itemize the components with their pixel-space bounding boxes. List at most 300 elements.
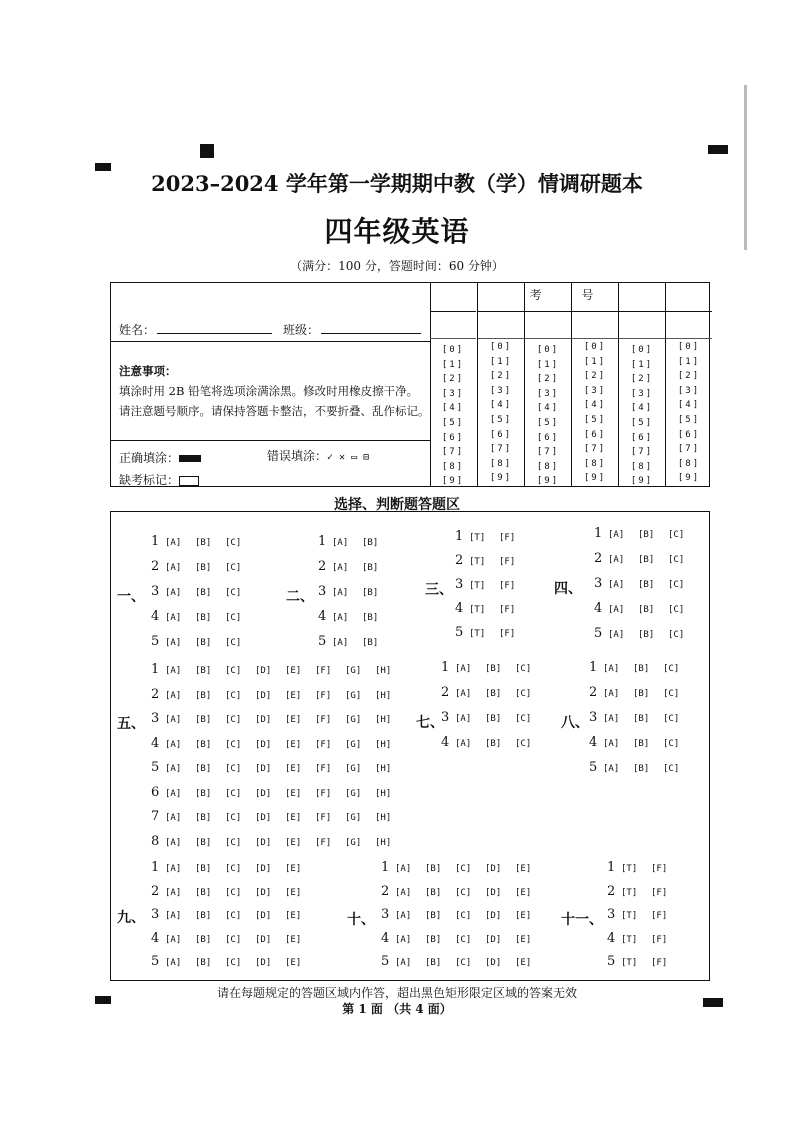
answer-bubble[interactable]: [D]: [255, 788, 272, 799]
answer-bubble[interactable]: [B]: [425, 958, 442, 968]
exam-number-bubble[interactable]: [0]: [630, 345, 654, 355]
answer-bubble[interactable]: [D]: [255, 715, 272, 725]
question-number: 4: [381, 930, 390, 946]
exam-number-bubble[interactable]: [2]: [489, 371, 513, 382]
answer-area: [110, 511, 710, 981]
answer-bubble[interactable]: [A]: [165, 563, 182, 573]
answer-bubble[interactable]: [C]: [225, 613, 242, 623]
answer-bubble[interactable]: [F]: [499, 605, 516, 615]
answer-bubble[interactable]: [A]: [165, 613, 182, 623]
answer-bubble[interactable]: [C]: [225, 864, 242, 874]
answer-bubble[interactable]: [B]: [195, 538, 212, 548]
answer-bubble[interactable]: [A]: [165, 538, 182, 548]
exam-number-bubble[interactable]: [4]: [441, 403, 465, 414]
answer-bubble[interactable]: [B]: [195, 588, 212, 598]
exam-number-bubble[interactable]: [7]: [630, 447, 654, 458]
answer-bubble[interactable]: [A]: [608, 630, 625, 640]
answer-bubble[interactable]: [T]: [621, 934, 638, 945]
answer-bubble[interactable]: [G]: [345, 739, 362, 750]
question-row: [607, 907, 681, 922]
answer-bubble[interactable]: [A]: [395, 887, 412, 898]
exam-number-bubble[interactable]: [5]: [630, 418, 654, 428]
answer-bubble[interactable]: [H]: [375, 813, 392, 823]
answer-bubble[interactable]: [D]: [255, 934, 272, 945]
question-number: 3: [441, 710, 450, 725]
answer-bubble[interactable]: [D]: [255, 690, 272, 701]
question-row: [151, 711, 405, 726]
exam-number-bubble[interactable]: [4]: [583, 400, 607, 411]
answer-bubble[interactable]: [B]: [195, 788, 212, 799]
answer-bubble[interactable]: [T]: [469, 533, 486, 543]
exam-number-bubble[interactable]: [3]: [489, 385, 513, 396]
answer-bubble[interactable]: [G]: [345, 715, 362, 725]
answer-bubble[interactable]: [B]: [362, 588, 379, 598]
exam-number-column: [665, 283, 712, 486]
exam-number-write-box[interactable]: [478, 311, 524, 338]
answer-bubble[interactable]: [A]: [332, 588, 349, 598]
answer-bubble[interactable]: [D]: [255, 958, 272, 968]
answer-bubble[interactable]: [A]: [395, 958, 412, 968]
answer-bubble[interactable]: [B]: [195, 563, 212, 573]
exam-number-bubble[interactable]: [4]: [489, 400, 513, 411]
answer-bubble[interactable]: [F]: [315, 690, 332, 701]
question-row: [441, 685, 545, 700]
answer-bubble[interactable]: [A]: [165, 813, 182, 823]
answer-bubble[interactable]: [B]: [195, 958, 212, 968]
exam-number-write-box[interactable]: [619, 311, 665, 338]
answer-bubble[interactable]: [A]: [165, 764, 182, 774]
answer-bubble[interactable]: [E]: [285, 837, 302, 848]
answer-bubble[interactable]: [E]: [515, 934, 532, 945]
answer-bubble[interactable]: [A]: [608, 580, 625, 590]
question-row: [151, 907, 315, 922]
question-number: 4: [607, 930, 616, 946]
answer-bubble[interactable]: [C]: [515, 739, 532, 749]
question-number: 5: [151, 634, 160, 649]
question-number: 5: [455, 625, 464, 640]
answer-bubble[interactable]: [D]: [485, 887, 502, 898]
question-number: 4: [151, 735, 160, 751]
answer-bubble[interactable]: [A]: [165, 837, 182, 848]
answer-bubble[interactable]: [F]: [499, 629, 516, 639]
answer-bubble[interactable]: [E]: [285, 715, 302, 725]
exam-number-bubble[interactable]: [3]: [441, 388, 465, 399]
answer-bubble[interactable]: [E]: [285, 934, 302, 945]
question-row: [151, 559, 255, 574]
answer-bubble[interactable]: [A]: [603, 739, 620, 749]
exam-number-bubble[interactable]: [3]: [536, 388, 560, 399]
answer-bubble[interactable]: [F]: [315, 666, 332, 676]
answer-bubble[interactable]: [A]: [165, 788, 182, 799]
answer-bubble[interactable]: [D]: [255, 739, 272, 750]
answer-bubble[interactable]: [G]: [345, 837, 362, 848]
question-row: [455, 529, 529, 544]
answer-bubble[interactable]: [E]: [285, 666, 302, 676]
answer-bubble[interactable]: [C]: [225, 588, 242, 598]
answer-bubble[interactable]: [B]: [633, 714, 650, 724]
answer-bubble[interactable]: [A]: [165, 588, 182, 598]
exam-number-bubble[interactable]: [6]: [677, 429, 701, 440]
exam-number-bubble[interactable]: [1]: [630, 359, 654, 370]
answer-bubble[interactable]: [B]: [425, 887, 442, 898]
answer-bubble[interactable]: [B]: [195, 864, 212, 874]
answer-bubble[interactable]: [C]: [225, 934, 242, 945]
answer-bubble[interactable]: [C]: [668, 555, 685, 565]
answer-bubble[interactable]: [A]: [455, 739, 472, 749]
exam-number-bubble[interactable]: [9]: [630, 476, 654, 487]
answer-bubble[interactable]: [A]: [332, 638, 349, 648]
answer-bubble[interactable]: [F]: [315, 788, 332, 799]
answer-bubble[interactable]: [B]: [195, 887, 212, 898]
answer-bubble[interactable]: [A]: [395, 911, 412, 921]
answer-bubble[interactable]: [B]: [638, 605, 655, 615]
exam-number-bubble[interactable]: [8]: [630, 461, 654, 472]
answer-bubble[interactable]: [B]: [638, 630, 655, 640]
exam-number-bubble[interactable]: [2]: [677, 371, 701, 382]
question-number: 3: [594, 576, 603, 591]
answer-bubble[interactable]: [E]: [285, 911, 302, 921]
exam-number-bubble[interactable]: [5]: [677, 415, 701, 425]
answer-bubble[interactable]: [C]: [515, 714, 532, 724]
question-row: [589, 760, 693, 775]
answer-bubble[interactable]: [F]: [315, 715, 332, 725]
answer-bubble[interactable]: [H]: [375, 715, 392, 725]
answer-bubble[interactable]: [C]: [663, 764, 680, 774]
answer-bubble[interactable]: [E]: [285, 813, 302, 823]
answer-bubble[interactable]: [A]: [165, 911, 182, 921]
exam-number-bubble[interactable]: [9]: [677, 473, 701, 484]
answer-bubble[interactable]: [A]: [603, 664, 620, 674]
answer-bubble[interactable]: [C]: [455, 958, 472, 968]
answer-bubble[interactable]: [F]: [651, 958, 668, 968]
exam-number-bubble[interactable]: [9]: [489, 473, 513, 484]
answer-bubble[interactable]: [E]: [285, 690, 302, 701]
exam-number-write-box[interactable]: [430, 311, 476, 338]
answer-bubble[interactable]: [G]: [345, 788, 362, 799]
answer-bubble[interactable]: [B]: [638, 580, 655, 590]
answer-bubble[interactable]: [B]: [485, 714, 502, 724]
exam-number-bubble[interactable]: [2]: [441, 374, 465, 385]
answer-bubble[interactable]: [C]: [663, 689, 680, 699]
answer-bubble[interactable]: [T]: [621, 911, 638, 921]
answer-bubble[interactable]: [C]: [668, 530, 685, 540]
answer-bubble[interactable]: [T]: [469, 557, 486, 567]
answer-bubble[interactable]: [F]: [499, 533, 516, 543]
answer-bubble[interactable]: [E]: [285, 739, 302, 750]
question-number: 3: [381, 907, 390, 922]
answer-bubble[interactable]: [B]: [485, 689, 502, 699]
answer-bubble[interactable]: [C]: [225, 739, 242, 750]
answer-bubble[interactable]: [B]: [425, 934, 442, 945]
exam-number-bubble[interactable]: [0]: [583, 342, 607, 352]
answer-bubble[interactable]: [B]: [195, 666, 212, 676]
answer-bubble[interactable]: [E]: [515, 887, 532, 898]
answer-bubble[interactable]: [B]: [195, 837, 212, 848]
answer-bubble[interactable]: [F]: [315, 739, 332, 750]
answer-bubble[interactable]: [A]: [332, 563, 349, 573]
answer-bubble[interactable]: [B]: [633, 764, 650, 774]
exam-number-bubble[interactable]: [7]: [489, 444, 513, 455]
exam-number-bubble[interactable]: [5]: [441, 418, 465, 428]
answer-bubble[interactable]: [C]: [225, 690, 242, 701]
answer-bubble[interactable]: [B]: [485, 739, 502, 749]
answer-bubble[interactable]: [B]: [425, 911, 442, 921]
exam-number-bubble[interactable]: [8]: [536, 461, 560, 472]
answer-bubble[interactable]: [C]: [663, 739, 680, 749]
answer-bubble[interactable]: [C]: [225, 788, 242, 799]
answer-bubble[interactable]: [B]: [195, 739, 212, 750]
exam-number-bubble[interactable]: [7]: [441, 447, 465, 458]
answer-bubble[interactable]: [D]: [255, 813, 272, 823]
answer-bubble[interactable]: [A]: [395, 934, 412, 945]
answer-bubble[interactable]: [B]: [195, 813, 212, 823]
answer-bubble[interactable]: [F]: [315, 837, 332, 848]
answer-bubble[interactable]: [A]: [455, 664, 472, 674]
answer-bubble[interactable]: [E]: [515, 958, 532, 968]
answer-bubble[interactable]: [A]: [165, 958, 182, 968]
answer-bubble[interactable]: [G]: [345, 813, 362, 823]
exam-number-bubble[interactable]: [9]: [583, 473, 607, 484]
answer-bubble[interactable]: [C]: [668, 605, 685, 615]
answer-bubble[interactable]: [B]: [638, 555, 655, 565]
answer-bubble[interactable]: [C]: [515, 689, 532, 699]
exam-number-bubble[interactable]: [5]: [489, 415, 513, 425]
answer-bubble[interactable]: [A]: [165, 715, 182, 725]
exam-number-bubble[interactable]: [0]: [536, 345, 560, 355]
answer-bubble[interactable]: [D]: [255, 764, 272, 774]
exam-number-bubble[interactable]: [0]: [677, 342, 701, 352]
answer-bubble[interactable]: [A]: [165, 887, 182, 898]
answer-bubble[interactable]: [H]: [375, 764, 392, 774]
answer-bubble[interactable]: [C]: [668, 630, 685, 640]
answer-bubble[interactable]: [T]: [469, 629, 486, 639]
exam-number-bubble[interactable]: [2]: [583, 371, 607, 382]
answer-bubble[interactable]: [B]: [195, 934, 212, 945]
answer-bubble[interactable]: [B]: [633, 664, 650, 674]
answer-bubble[interactable]: [A]: [603, 764, 620, 774]
answer-bubble[interactable]: [B]: [362, 638, 379, 648]
answer-bubble[interactable]: [A]: [608, 555, 625, 565]
answer-bubble[interactable]: [A]: [165, 934, 182, 945]
exam-number-bubble[interactable]: [7]: [536, 447, 560, 458]
answer-bubble[interactable]: [C]: [225, 958, 242, 968]
answer-bubble[interactable]: [C]: [225, 715, 242, 725]
answer-bubble[interactable]: [T]: [621, 887, 638, 898]
exam-number-bubble[interactable]: [0]: [441, 345, 465, 355]
answer-bubble[interactable]: [T]: [621, 958, 638, 968]
answer-bubble[interactable]: [C]: [455, 934, 472, 945]
answer-bubble[interactable]: [C]: [663, 714, 680, 724]
answer-bubble[interactable]: [E]: [285, 764, 302, 774]
answer-bubble[interactable]: [B]: [485, 664, 502, 674]
exam-number-bubble[interactable]: [9]: [441, 476, 465, 487]
exam-number-bubble[interactable]: [1]: [489, 356, 513, 367]
exam-number-bubble[interactable]: [7]: [677, 444, 701, 455]
answer-bubble[interactable]: [C]: [225, 563, 242, 573]
exam-number-bubble[interactable]: [8]: [441, 461, 465, 472]
answer-bubble[interactable]: [F]: [651, 934, 668, 945]
exam-number-bubble[interactable]: [1]: [677, 356, 701, 367]
answer-bubble[interactable]: [C]: [225, 666, 242, 676]
exam-number-write-box[interactable]: [666, 311, 712, 338]
answer-bubble[interactable]: [C]: [225, 538, 242, 548]
exam-number-bubble[interactable]: [3]: [677, 385, 701, 396]
question-number: 1: [318, 534, 327, 549]
answer-bubble[interactable]: [A]: [603, 689, 620, 699]
exam-number-bubble[interactable]: [1]: [441, 359, 465, 370]
exam-number-bubble[interactable]: [2]: [630, 374, 654, 385]
answer-bubble[interactable]: [F]: [499, 557, 516, 567]
exam-number-bubble[interactable]: [6]: [489, 429, 513, 440]
answer-bubble[interactable]: [B]: [638, 530, 655, 540]
question-number: 3: [455, 577, 464, 592]
exam-number-bubble[interactable]: [3]: [630, 388, 654, 399]
answer-bubble[interactable]: [F]: [651, 887, 668, 898]
answer-bubble[interactable]: [H]: [375, 690, 392, 701]
answer-bubble[interactable]: [H]: [375, 666, 392, 676]
exam-number-bubble[interactable]: [2]: [536, 374, 560, 385]
answer-bubble[interactable]: [A]: [165, 739, 182, 750]
answer-bubble[interactable]: [B]: [362, 538, 379, 548]
answer-bubble[interactable]: [A]: [165, 690, 182, 701]
answer-bubble[interactable]: [T]: [469, 605, 486, 615]
answer-bubble[interactable]: [D]: [255, 864, 272, 874]
answer-bubble[interactable]: [B]: [633, 739, 650, 749]
answer-bubble[interactable]: [C]: [225, 813, 242, 823]
answer-bubble[interactable]: [B]: [195, 638, 212, 648]
answer-bubble[interactable]: [A]: [165, 666, 182, 676]
answer-bubble[interactable]: [F]: [315, 813, 332, 823]
answer-bubble[interactable]: [C]: [225, 764, 242, 774]
answer-bubble[interactable]: [C]: [668, 580, 685, 590]
answer-bubble[interactable]: [B]: [633, 689, 650, 699]
answer-bubble[interactable]: [F]: [499, 581, 516, 591]
answer-bubble[interactable]: [B]: [362, 563, 379, 573]
answer-bubble[interactable]: [E]: [285, 788, 302, 799]
exam-number-bubble[interactable]: [8]: [677, 458, 701, 469]
exam-number-bubble[interactable]: [6]: [536, 432, 560, 443]
answer-bubble[interactable]: [A]: [165, 638, 182, 648]
answer-bubble[interactable]: [D]: [255, 887, 272, 898]
exam-number-write-box[interactable]: [525, 311, 571, 338]
exam-number-bubble[interactable]: [1]: [583, 356, 607, 367]
answer-bubble[interactable]: [B]: [195, 764, 212, 774]
answer-bubble[interactable]: [E]: [285, 887, 302, 898]
exam-title: 2023–2024 学年第一学期期中教（学）情调研题本: [151, 171, 643, 196]
exam-number-bubble[interactable]: [3]: [583, 385, 607, 396]
question-row: [607, 931, 681, 946]
answer-bubble[interactable]: [A]: [455, 714, 472, 724]
answer-bubble[interactable]: [G]: [345, 690, 362, 701]
answer-bubble[interactable]: [D]: [255, 911, 272, 921]
answer-bubble[interactable]: [G]: [345, 666, 362, 676]
answer-bubble[interactable]: [D]: [485, 958, 502, 968]
answer-bubble[interactable]: [A]: [332, 613, 349, 623]
answer-bubble[interactable]: [B]: [195, 613, 212, 623]
exam-number-bubble[interactable]: [6]: [630, 432, 654, 443]
answer-bubble[interactable]: [E]: [285, 864, 302, 874]
question-row: [381, 954, 545, 969]
class-field[interactable]: 班级：: [283, 321, 421, 338]
answer-bubble[interactable]: [C]: [455, 887, 472, 898]
exam-number-bubble[interactable]: [4]: [677, 400, 701, 411]
info-box: [110, 282, 710, 487]
exam-number-bubble[interactable]: [5]: [536, 418, 560, 428]
answer-bubble[interactable]: [E]: [285, 958, 302, 968]
exam-number-write-box[interactable]: [572, 311, 618, 338]
exam-number-bubble[interactable]: [6]: [441, 432, 465, 443]
question-row: [455, 577, 529, 592]
question-row: [151, 534, 255, 549]
answer-bubble[interactable]: [C]: [225, 887, 242, 898]
answer-bubble[interactable]: [F]: [315, 764, 332, 774]
answer-bubble[interactable]: [A]: [608, 605, 625, 615]
exam-number-bubble[interactable]: [1]: [536, 359, 560, 370]
answer-bubble[interactable]: [B]: [195, 690, 212, 701]
answer-bubble[interactable]: [A]: [395, 864, 412, 874]
filled-bubble-icon: [179, 455, 201, 462]
answer-bubble[interactable]: [T]: [621, 864, 638, 874]
exam-number-bubble[interactable]: [8]: [489, 458, 513, 469]
answer-bubble[interactable]: [C]: [455, 911, 472, 921]
answer-bubble[interactable]: [E]: [515, 864, 532, 874]
answer-bubble[interactable]: [C]: [225, 638, 242, 648]
answer-bubble[interactable]: [D]: [485, 934, 502, 945]
answer-bubble[interactable]: [B]: [362, 613, 379, 623]
answer-bubble[interactable]: [B]: [195, 715, 212, 725]
answer-bubble[interactable]: [C]: [225, 837, 242, 848]
name-field[interactable]: 姓名：: [119, 321, 272, 338]
answer-bubble[interactable]: [A]: [332, 538, 349, 548]
answer-bubble[interactable]: [G]: [345, 764, 362, 774]
answer-bubble[interactable]: [A]: [165, 864, 182, 874]
answer-bubble[interactable]: [A]: [603, 714, 620, 724]
exam-number-bubble[interactable]: [0]: [489, 342, 513, 352]
answer-bubble[interactable]: [E]: [515, 911, 532, 921]
answer-bubble[interactable]: [C]: [225, 911, 242, 921]
answer-bubble[interactable]: [D]: [255, 666, 272, 676]
exam-number-bubble[interactable]: [8]: [583, 458, 607, 469]
answer-bubble[interactable]: [C]: [515, 664, 532, 674]
exam-number-bubble[interactable]: [6]: [583, 429, 607, 440]
exam-number-bubble[interactable]: [5]: [583, 415, 607, 425]
answer-bubble[interactable]: [C]: [455, 864, 472, 874]
answer-bubble[interactable]: [T]: [469, 581, 486, 591]
question-row: [381, 907, 545, 922]
answer-bubble[interactable]: [D]: [255, 837, 272, 848]
answer-bubble[interactable]: [F]: [651, 864, 668, 874]
answer-bubble[interactable]: [B]: [195, 911, 212, 921]
exam-number-bubble[interactable]: [9]: [536, 476, 560, 487]
exam-number-bubble[interactable]: [4]: [630, 403, 654, 414]
answer-bubble[interactable]: [H]: [375, 739, 392, 750]
question-row: [594, 576, 698, 591]
answer-bubble[interactable]: [C]: [663, 664, 680, 674]
answer-bubble[interactable]: [D]: [485, 911, 502, 921]
answer-bubble[interactable]: [F]: [651, 911, 668, 921]
answer-bubble[interactable]: [B]: [425, 864, 442, 874]
answer-bubble[interactable]: [A]: [608, 530, 625, 540]
answer-bubble[interactable]: [A]: [455, 689, 472, 699]
answer-bubble[interactable]: [H]: [375, 837, 392, 848]
absent-mark[interactable]: 缺考标记：: [119, 471, 199, 488]
exam-number-bubble[interactable]: [4]: [536, 403, 560, 414]
question-group-label: 九、: [117, 910, 145, 926]
question-number: 2: [151, 686, 160, 702]
exam-number-bubble[interactable]: [7]: [583, 444, 607, 455]
answer-bubble[interactable]: [H]: [375, 788, 392, 799]
answer-bubble[interactable]: [D]: [485, 864, 502, 874]
